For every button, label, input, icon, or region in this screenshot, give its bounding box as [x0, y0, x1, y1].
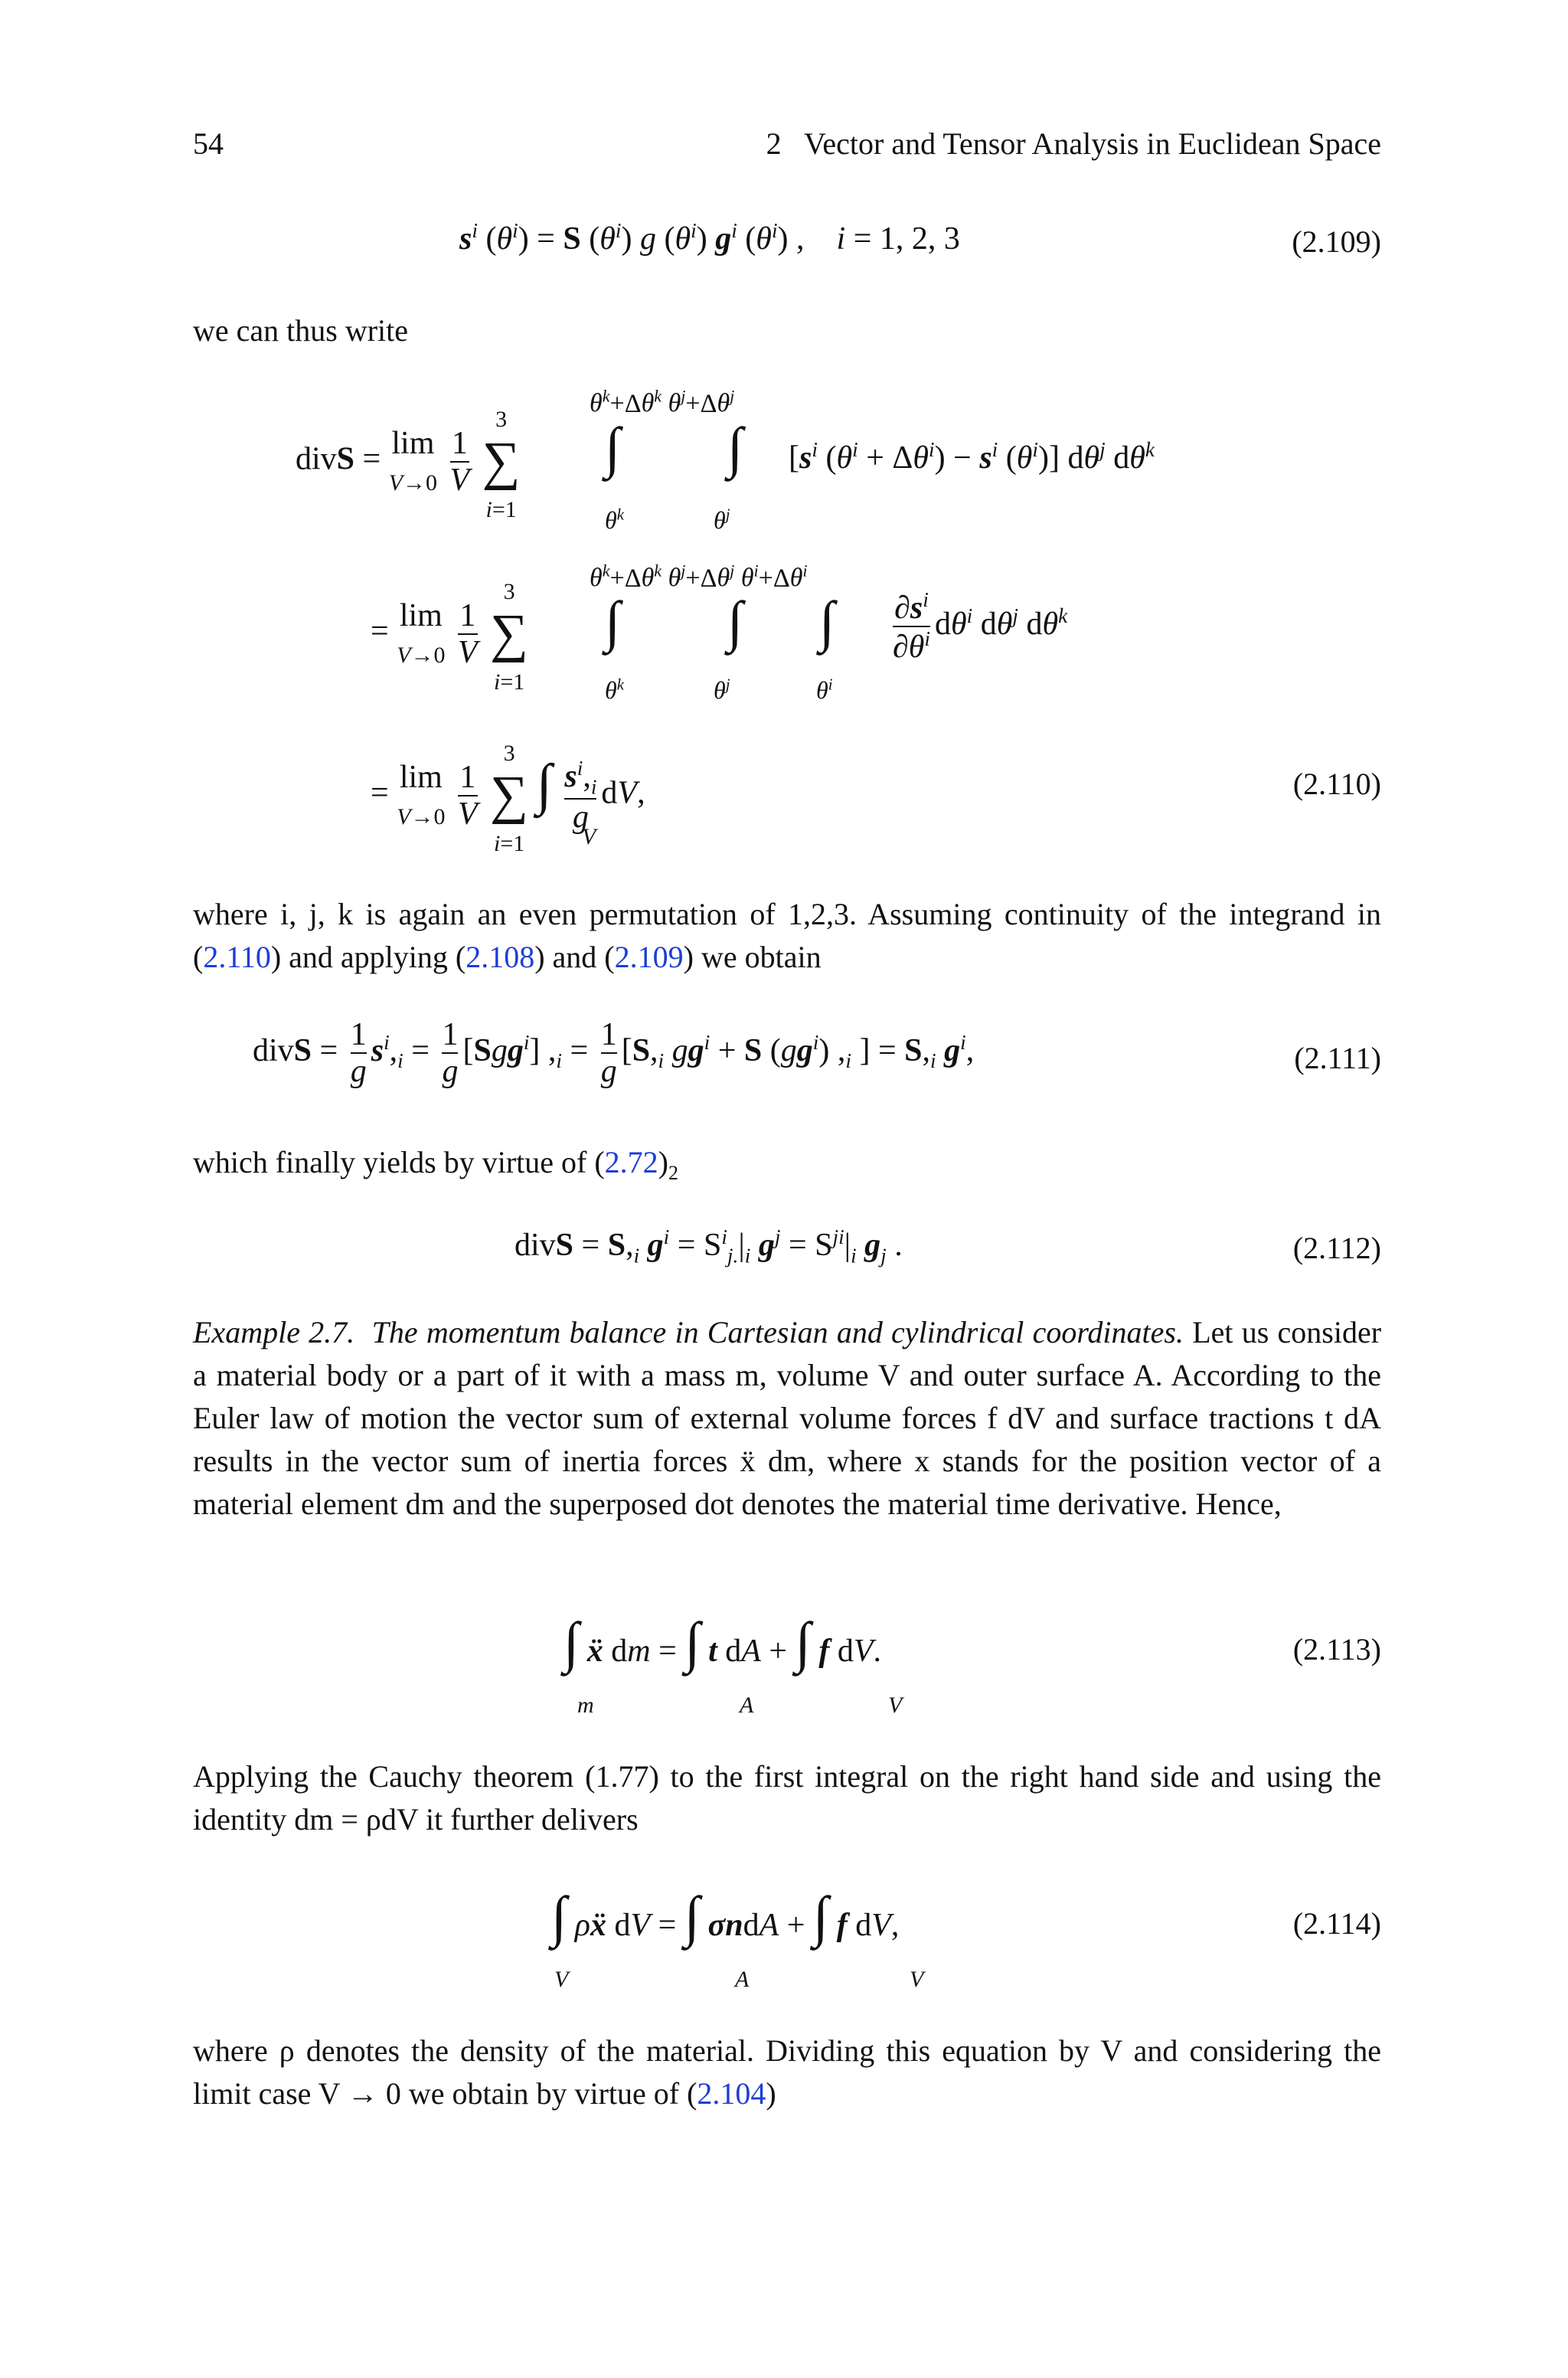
reference-link-2-110[interactable]: 2.110 [203, 940, 271, 974]
equation-label-2-109: (2.109) [1292, 224, 1381, 259]
example-title: The momentum balance in Cartesian and cylindrical coordinates. [371, 1315, 1184, 1349]
equation-2-114: ∫ ρẍ dV = ∫ σndA + ∫ f dV, [551, 1886, 900, 1948]
integral-limit-lower: m [577, 1693, 594, 1718]
equation-label-2-111: (2.111) [1294, 1041, 1381, 1075]
paragraph-text: ) [658, 1145, 668, 1179]
integral-sign: ∫ [605, 590, 621, 653]
running-title: 2 Vector and Tensor Analysis in Euclidean Space [766, 126, 1381, 161]
paragraph-text: where i, j, k is again an even permutation of 1,2,3. Assuming continuity of the integrand in ( [193, 897, 1381, 974]
integral-limits-upper-2: $\theta^k+\Delta\theta^k$ $\theta^j+\Delta\theta^j$ $\theta^i+\Delta\theta^i$ [590, 561, 808, 593]
reference-link-2-108[interactable]: 2.108 [466, 940, 535, 974]
integral-limit-lower: V [554, 1967, 569, 1992]
integral-sign: ∫ [727, 590, 743, 653]
paragraph-density [193, 2030, 1381, 2115]
integral-limit-lower: V [888, 1693, 903, 1718]
equation-label-2-114: (2.114) [1292, 1906, 1381, 1941]
integral-limit-lower: $\theta^k$ [605, 505, 624, 534]
paragraph-text: ) and ( [534, 940, 615, 974]
equation-2-112: divS = $S,_i$ $g^i = S^i_{j.}|_i$ $g^j = S^{ji}|_i$ $g_j$ . [514, 1225, 903, 1268]
reference-link-2-104[interactable]: 2.104 [697, 2076, 766, 2111]
paragraph-which-finally-yields [193, 1141, 678, 1195]
example-2-7 [193, 1311, 1381, 1526]
integral-sign: ∫ [727, 417, 743, 479]
integrand-derivative: $\frac{\partial s^i}{\partial\theta^i}$ $d\theta^i$ $d\theta^j$ $d\theta^k$ [893, 588, 1068, 666]
equation-2-113: ∫ ẍ dm = ∫ t dA + ∫ f dV. [564, 1611, 882, 1674]
paragraph-cauchy-theorem: Applying the Cauchy theorem (1.77) to the first integral on the right hand side and using the identity dm = ρdV it further delivers [193, 1759, 1381, 1837]
integral-limit-lower: $\theta^k$ [605, 675, 624, 704]
example-label: Example 2.7. [193, 1315, 355, 1349]
paragraph-text: ) [766, 2076, 776, 2111]
reference-subscript: 2 [668, 1162, 678, 1184]
reference-link-2-72[interactable]: 2.72 [604, 1145, 658, 1179]
integral-limit-lower: A [740, 1693, 754, 1718]
paragraph-text: which finally yields by virtue of ( [193, 1145, 605, 1179]
integral-limit-lower: $\theta^j$ [714, 675, 730, 704]
paragraph-text: where ρ denotes the density of the material. Dividing this equation by V and considering the limit case V → 0 we obtain by virtue of ( [193, 2033, 1381, 2111]
integral-limits-upper-1: $\theta^k+\Delta\theta^k$ $\theta^j+\Delta\theta^j$ [590, 387, 735, 418]
paragraph-text: ) and applying ( [270, 940, 466, 974]
paragraph-we-can-thus-write: we can thus write [193, 313, 409, 348]
paragraph-text: ) we obtain [683, 940, 822, 974]
equation-2-109: $s^i$ $(\theta^i) = S$ $(\theta^i)$ g $(\theta^i)$ $g^i$ $(\theta^i)$ , i = 1, 2, 3 [459, 219, 960, 257]
paragraph-even-permutation [193, 893, 1381, 979]
page-number: 54 [193, 126, 224, 161]
integral-limit-lower: $\theta^j$ [714, 505, 730, 534]
example-body: Let us consider a material body or a part of it with a mass m, volume V and outer surface A. According to the Euler law of motion the vector sum of external volume forces f dV and surface tractions t dA results in the vector sum of inertia forces ẍ dm, where x stands for the position vector of a material element dm and the superposed dot denotes the material time derivative. Hence, [193, 1315, 1382, 1521]
equation-2-110-line-1: divS = lim V→0 $\frac{1}{V}$ 3 ∑ i=1 [296, 407, 521, 522]
reference-link-2-109[interactable]: 2.109 [614, 940, 684, 974]
integral-limit-lower: A [735, 1967, 750, 1992]
integral-sign: ∫ [819, 590, 835, 653]
equation-label-2-112: (2.112) [1292, 1231, 1381, 1265]
equation-2-110-line-2: = lim V→0 $\frac{1}{V}$ 3 ∑ i=1 [371, 579, 529, 695]
equation-label-2-110: (2.110) [1292, 767, 1381, 801]
equation-2-110-line-3: = lim V→0 $\frac{1}{V}$ 3 ∑ i=1 ∫ $\frac{s^i,_i}{g}$ dV, [371, 741, 645, 856]
integral-limit-lower: V [910, 1967, 924, 1992]
equation-label-2-113: (2.113) [1292, 1632, 1381, 1667]
integral-sign: ∫ [605, 417, 621, 479]
integral-limit-lower: V [582, 824, 596, 849]
equation-2-111: divS = $\frac{1}{g}$ $s^i,_i$ = $\frac{1}{g}$ [Sgg$^i$] $,_i$ = $\frac{1}{g}$ [$S,_i$ $gg^i + S$ $(gg^i)$ $,_i$ ] = $S,_i$ $g^i$, [253, 1017, 975, 1090]
integrand-difference: [$s^i$ $(\theta^i + \Delta\theta^i) - s^i$ $(\theta^i)$] $d\theta^j$ $d\theta^k$ [789, 438, 1155, 476]
integral-limit-lower: $\theta^i$ [816, 675, 833, 704]
